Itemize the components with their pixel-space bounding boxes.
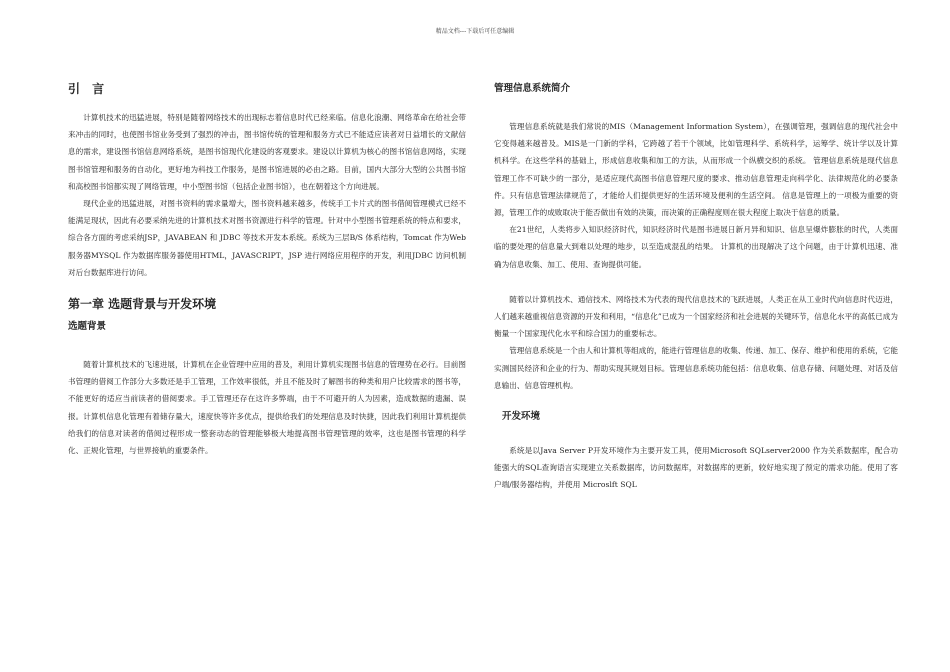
mis-paragraph-4: 管理信息系统是一个由人和计算机等组成的，能进行管理信息的收集、传递、加工、保存、维护和使用的系统，它能实测国民经济和企业的行为、帮助实现其规划目标。管理信息系统功能包括：信息收集、信息存储、问题处理、对话及信息输出、信息管理机构。 bbox=[494, 346, 898, 390]
background-paragraph: 随着计算机技术的飞速进展，计算机在企业管理中应用的普及，利用计算机实现图书信息的管理势在必行。目前图书管理的借阅工作部分大多数还是手工管理，工作效率很低，并且不能及时了解图书的种类和用户比较需求的图书等，不能更好的适应当前读者的借阅要求。手工管理还存在这许多弊端，由于不可避开的人为因素，造成数据的遗漏、误报。计算机信息化管理有着储存量大，速度快等许多优点，提供给我们的处理信息及时快捷，因此我们利用计算机提供给我们的信息对读者的借阅过程形成一整套动态的管理能够极大地提高图书管理管理的效率，这也是图书管理的科学化、正规化管理，与世界接轨的重要条件。 bbox=[68, 360, 466, 456]
intro-paragraph-1: 计算机技术的迅猛进展，特别是随着网络技术的出现标志着信息时代已经来临。信息化浪潮、网络革命在给社会带来冲击的同时，也使图书馆业务受到了强烈的冲击，图书馆传统的管理和服务方式已不能适应读者对日益增长的文献信息的需求，建设图书馆信息网络系统，是图书馆现代化建设的客观要求。建设以计算机为核心的图书馆信息网络，实现图书馆管理和服务的自动化，更好地为科技工作服务，是图书馆进展的必由之路。目前，国内大部分大型的公共图书馆和高校图书馆都实现了网络管理，中小型图书馆（包括企业图书馆），也在朝着这个方向进展。 bbox=[68, 113, 466, 191]
mis-paragraph-3: 随着以计算机技术、通信技术、网络技术为代表的现代信息技术的飞跃进展，人类正在从工业时代向信息时代迈进，人们越来越重视信息资源的开发和利用，“信息化”已成为一个国家经济和社会进展的关键环节，信息化水平的高低已成为衡量一个国家现代化水平和综合国力的重要标志。 bbox=[494, 294, 898, 339]
right-column bbox=[494, 66, 898, 494]
mis-paragraph-2: 在21世纪，人类将步入知识经济时代，知识经济时代是图书进展日新月异和知识、信息呈爆炸膨胀的时代，人类面临的要处理的信息量大到难以处理的地步，以至造成混乱的结果。 计算机的出现解决了这个问题，由于计算机迅速、准确为信息收集、加工、使用、查询提供可能。 bbox=[494, 225, 898, 269]
left-column bbox=[68, 66, 466, 459]
page-watermark: 精品文档---下载后可任意编辑 bbox=[435, 28, 515, 35]
intro-heading: 引 言 bbox=[68, 82, 109, 96]
env-paragraph: 系统是以Java Server P开发环境作为主要开发工具，使用Microsoft SQLserver2000 作为关系数据库，配合功能强大的SQL查询语言实现建立关系数据库，访问数据库，对数据库的更新，较好地实现了预定的需求功能。使用了客户端/服务器结构，并使用 Microslft SQL bbox=[494, 446, 898, 490]
background-heading: 选题背景 bbox=[68, 321, 107, 333]
mis-heading: 管理信息系统简介 bbox=[494, 83, 571, 94]
mis-paragraph-1: 管理信息系统就是我们常说的MIS（Management Information System），在强调管理，强调信息的现代社会中它变得越来越普及。MIS是一门新的学科，它跨越了若干个领域，比如管理科学、系统科学，运筹学、统计学以及计算机科学。在这些学科的基础上，形成信息收集和加工的方法，从而形成一个纵横交织的系统。 管理信息系统是现代信息管理工作不可缺少的一部分，是适应现代高图书信息管理尺度的要求、推动信息管理走向科学化、法律规范化的必要条件。只有信息管理法律规范了，才能给人们提供更好的生活环境及便利的生活空间。 信息是管理上的一项极为重要的资源，管理工作的成败取决于能否做出有效的决策，而决策的正确程度则在很大程度上取决于信息的质量。 bbox=[494, 122, 898, 218]
env-heading: 开发环境 bbox=[502, 411, 541, 423]
chapter-heading: 第一章 选题背景与开发环境 bbox=[68, 297, 217, 312]
intro-paragraph-2: 现代企业的迅猛进展，对图书资料的需求量增大，图书资料越来越多，传统手工卡片式的图书借阅管理模式已经不能满足现状，因此有必要采纳先进的计算机技术对图书资源进行科学的管理。针对中小型图书管理系统的特点和要求，综合各方面的考虑采纳JSP，JAVABEAN 和 JDBC 等技术开发本系统。系统为三层B/S 体系结构，Tomcat 作为Web服务器MYSQL 作为数据库服务器使用HTML，JAVASCRIPT，JSP 进行网络应用程序的开发，利用JDBC 访问机制对后台数据库进行访问。 bbox=[68, 199, 466, 277]
